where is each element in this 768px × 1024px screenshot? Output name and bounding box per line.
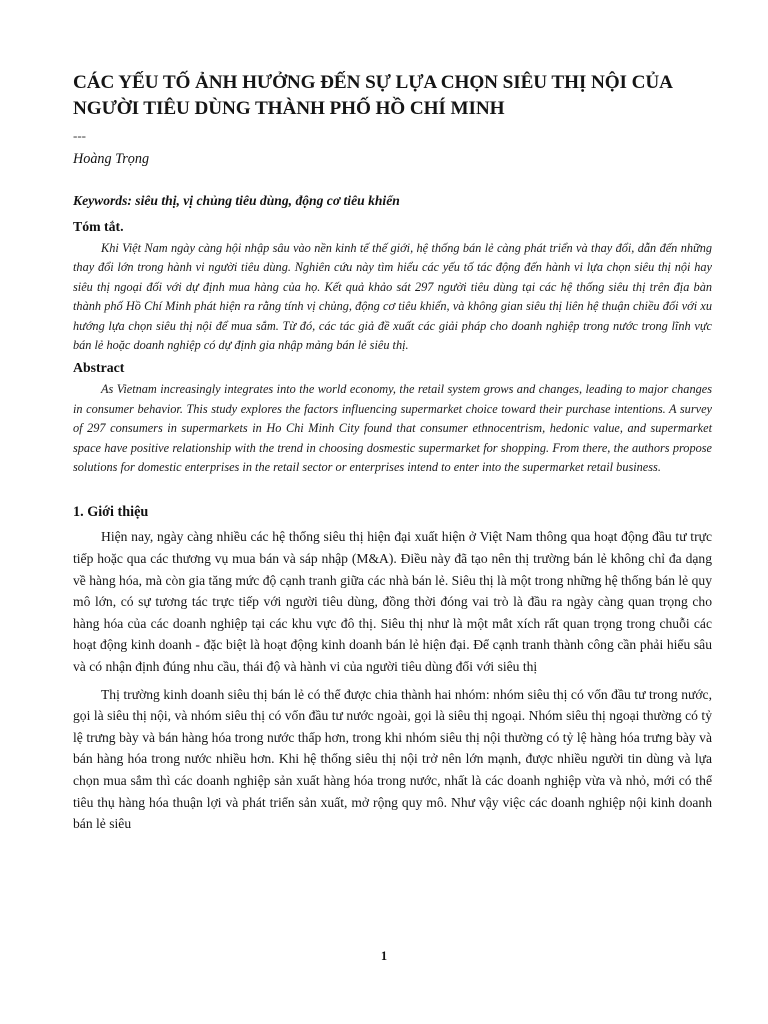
- abstract-vn-label: Tóm tắt.: [73, 219, 124, 234]
- body-paragraph: Thị trường kinh doanh siêu thị bán lẻ có thể được chia thành hai nhóm: nhóm siêu thị có vốn đầu tư trong nước, gọi là siêu thị nội, và nhóm siêu thị có vốn đầu tư nước ngoài, gọi là siêu thị ngoại. Nhóm siêu thị ngoại thường có tỷ lệ trưng bày và bán hàng hóa trong nước thấp hơn, trong khi nhóm siêu thị nội thường có tỷ lệ hàng hóa trưng bày và bán hàng hóa trong nước nhiều hơn. Khi hệ thống siêu thị nội trở nên lớn mạnh, được nhiều người tin dùng và lựa chọn mua sắm thì các doanh nghiệp sản xuất hàng hóa trong nước, nhất là các doanh nghiệp vừa và nhỏ, mới có thể tiêu thụ hàng hóa thuận lợi và phát triển sản xuất, mở rộng quy mô. Như vậy việc các doanh nghiệp nội kinh doanh bán lẻ siêu: [73, 686, 712, 832]
- abstract-vn-text: Khi Việt Nam ngày càng hội nhập sâu vào nền kinh tế thế giới, hệ thống bán lẻ càng phát triển và thay đổi, dẫn đến những thay đổi lớn trong hành vi người tiêu dùng. Nghiên cứu này tìm hiểu các yếu tố tác động đến hành vi lựa chọn siêu thị nội hay siêu thị ngoại đối với dự định mua hàng của họ. Kết quả khảo sát 297 người tiêu dùng tại các hệ thống siêu thị trên địa bàn thành phố Hồ Chí Minh phát hiện ra rằng tính vị chủng, động cơ tiêu khiển, và không gian siêu thị liên hệ thuận chiều đối với xu hướng lựa chọn siêu thị nội để mua sắm. Từ đó, các tác giả đề xuất các giải pháp cho doanh nghiệp trong nước trong lĩnh vực bán lẻ hoặc doanh nghiệp có dự định gia nhập mảng bán lẻ siêu thị.: [73, 241, 712, 353]
- keywords-line: Keywords: siêu thị, vị chủng tiêu dùng, động cơ tiêu khiển: [73, 193, 400, 208]
- abstract-en-text: As Vietnam increasingly integrates into the world economy, the retail system grows and changes, leading to major changes in consumer behavior. This study explores the factors influencing supermarket choice toward their purchase intentions. A survey of 297 consumers in supermarkets in Ho Chi Minh City found that consumer ethnocentrism, hedonic value, and supermarket space have positive relationship with the trend in choosing dosmestic supermarket for shopping. From there, the authors propose solutions for domestic enterprises in the retail sector or enterprises intend to enter into the supermarket retail business.: [73, 382, 712, 475]
- title-separator: ---: [73, 128, 86, 143]
- abstract-en-label: Abstract: [73, 360, 125, 376]
- paper-title: CÁC YẾU TỐ ẢNH HƯỞNG ĐẾN SỰ LỰA CHỌN SIÊU THỊ NỘI CỦA NGƯỜI TIÊU DÙNG THÀNH PHỐ HỒ CHÍ MINH: [73, 72, 672, 119]
- body-paragraph: Hiện nay, ngày càng nhiều các hệ thống siêu thị hiện đại xuất hiện ở Việt Nam thông qua hoạt động đầu tư trực tiếp hoặc qua các thương vụ mua bán và sáp nhập (M&A). Điều này đã tạo nên thị trường bán lẻ không chỉ đa dạng về hàng hóa, mà còn gia tăng mức độ cạnh tranh giữa các nhà bán lẻ. Siêu thị là một trong những hệ thống bán lẻ quy mô lớn, có sự tương tác trực tiếp với người tiêu dùng, đồng thời đóng vai trò là đầu ra ngày càng quan trọng cho hàng hóa của các doanh nghiệp tại các khu vực đô thị. Siêu thị như là một mắt xích rất quan trọng trong chuỗi các hoạt động kinh doanh - đặc biệt là hoạt động kinh doanh bán lẻ hiện đại. Để cạnh tranh thành công cần phải hiểu sâu và có nhận định đúng nhu cầu, thái độ và hành vi của người tiêu dùng đối với siêu thị: [73, 529, 712, 675]
- section-heading-introduction: 1. Giới thiệu: [73, 504, 149, 521]
- author-name: Hoàng Trọng: [73, 151, 150, 167]
- page-number: 1: [380, 949, 388, 963]
